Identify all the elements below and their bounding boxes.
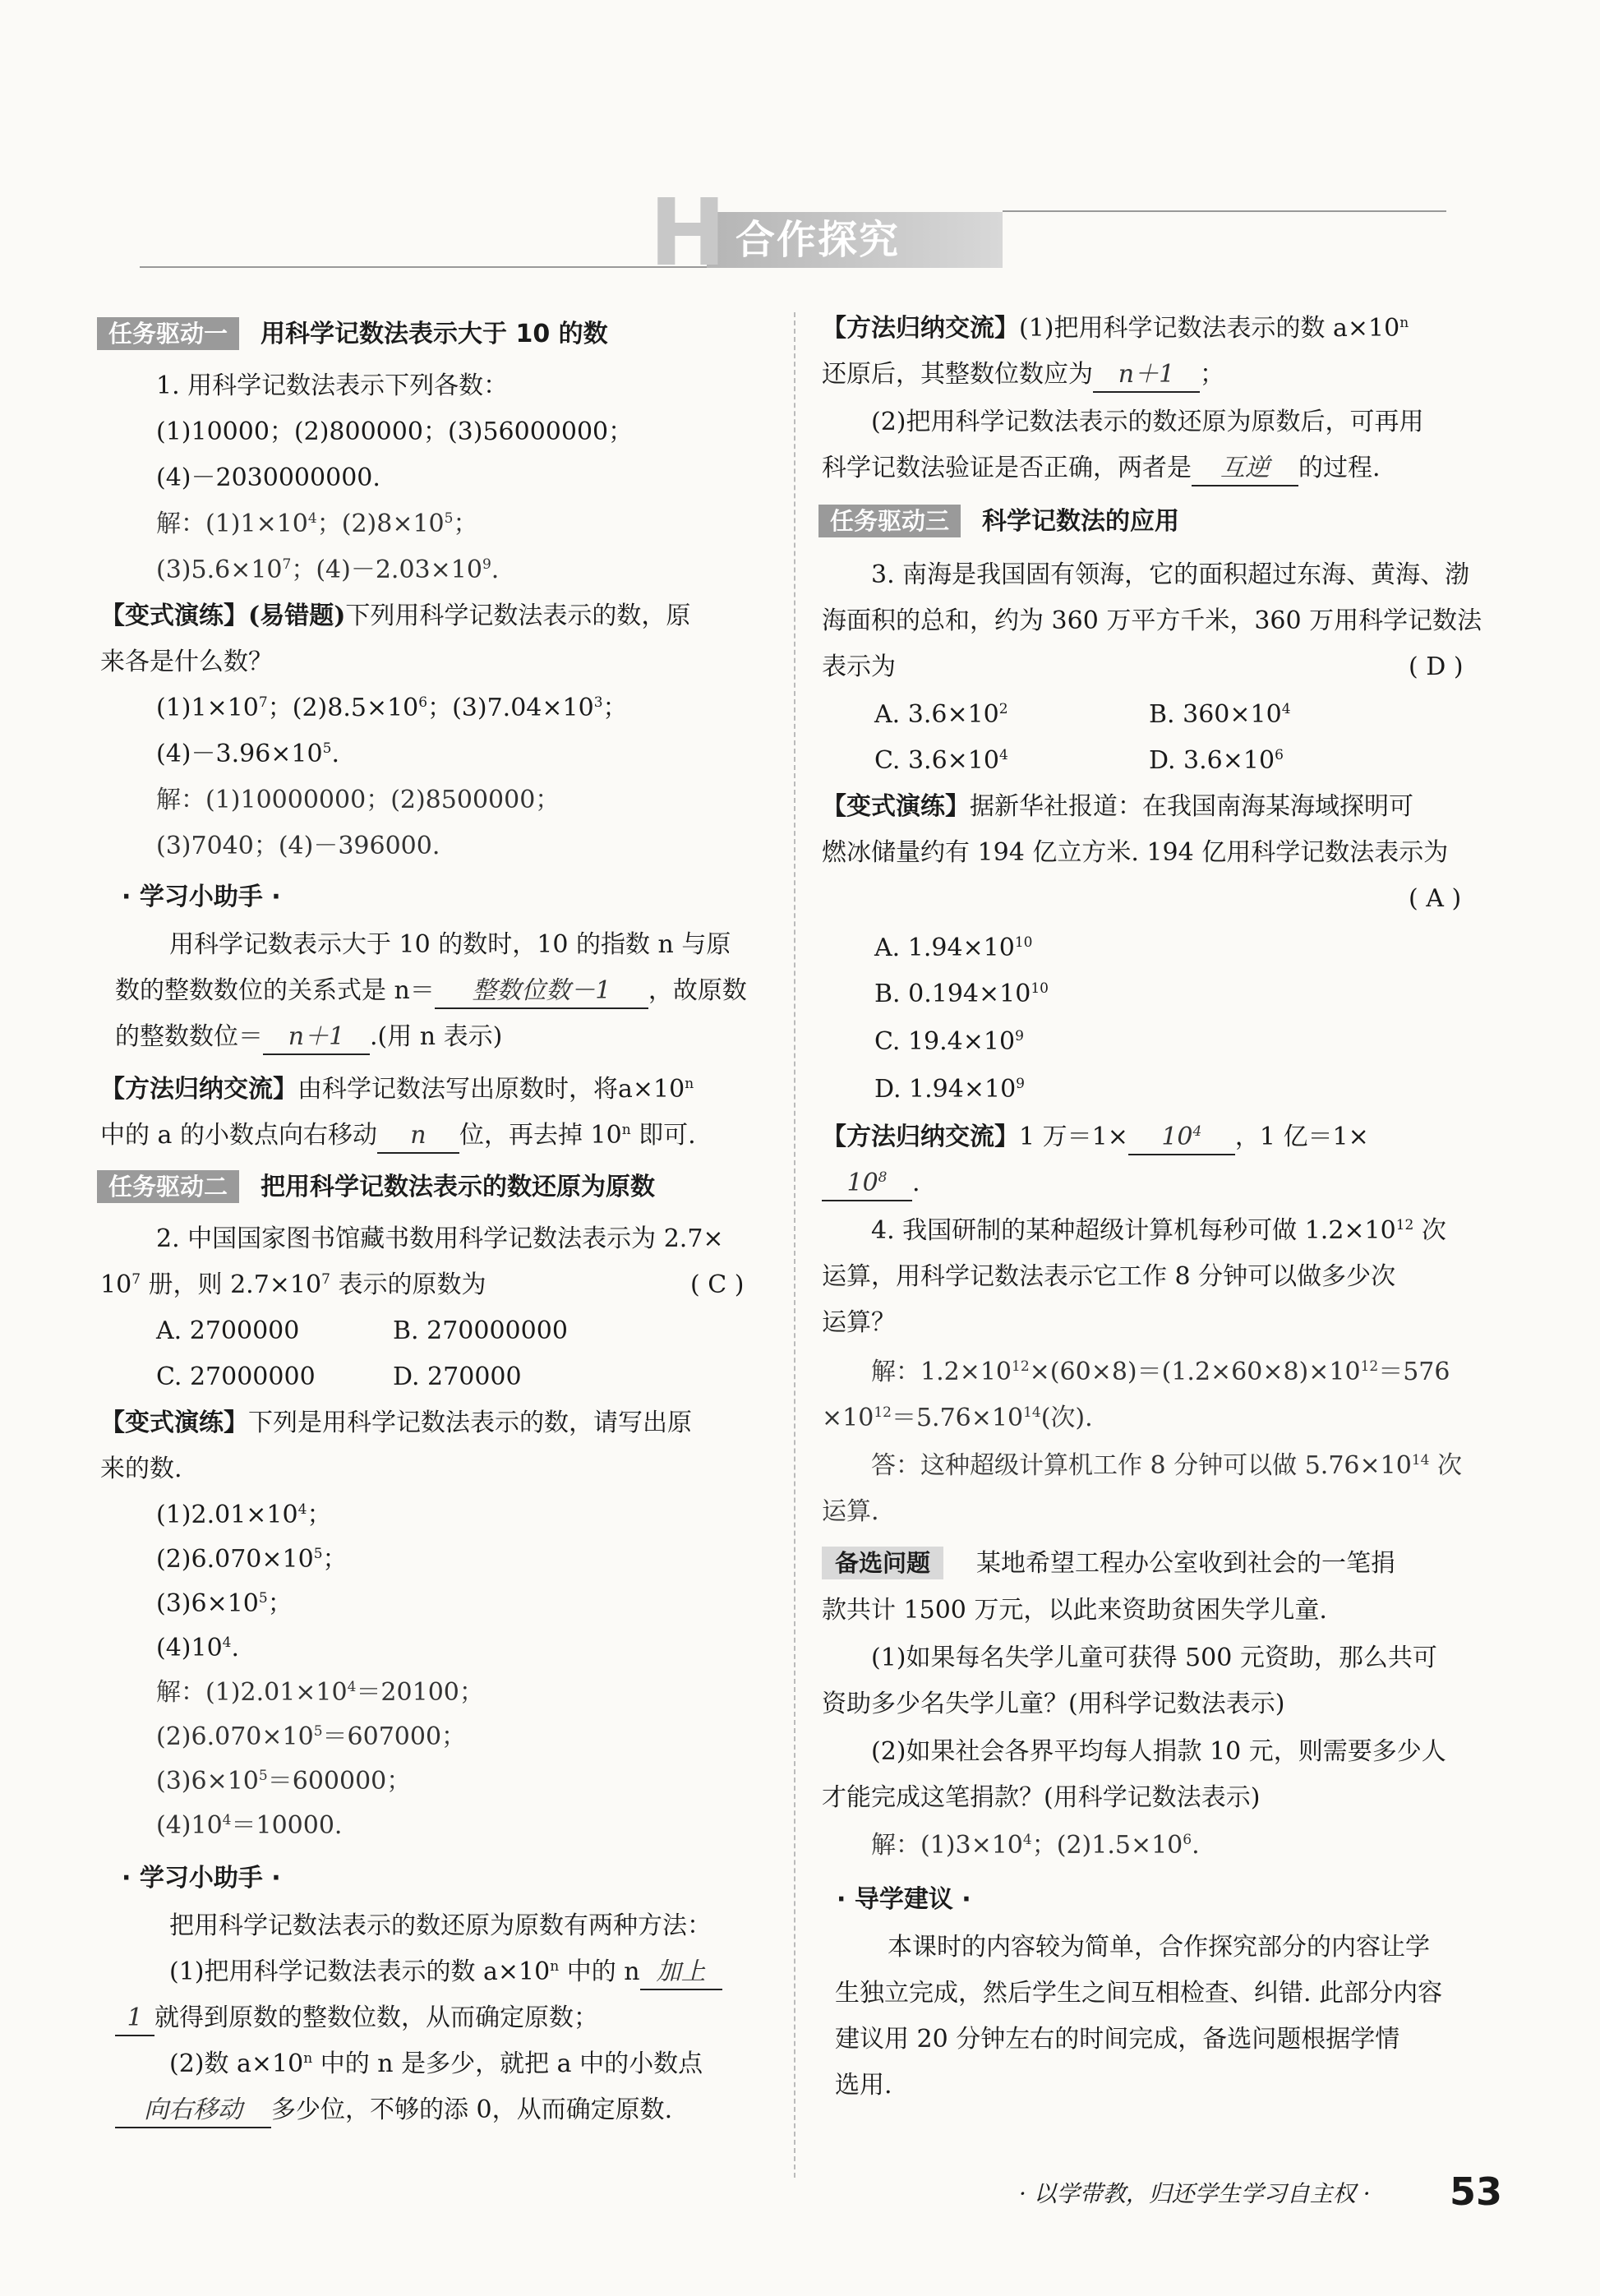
variant2-item-2: $(2)6.070\times 10^5$； xyxy=(156,1545,348,1574)
method3-line-2: $10^8$ . xyxy=(822,1167,920,1201)
variant1-stem: 【变式演练】(易错题)下列用科学记数法表示的数，原 xyxy=(100,602,691,630)
variant1-answer-2: (3)7040；(4)－396000. xyxy=(156,832,440,860)
q2-option-c: C. 27000000 xyxy=(156,1362,316,1391)
q3-stem-2: 海面积的总和，约为 360 万平方千米，360 万用科学记数法 xyxy=(822,606,1482,635)
task2-heading xyxy=(97,1170,655,1204)
helper2-line-5: 向右移动 多少位，不够的添 0，从而确定原数. xyxy=(115,2094,672,2128)
q4-answer-1: 答：这种超级计算机工作 8 分钟可以做 $5.76\times 10^{14}$ 次 xyxy=(871,1451,1462,1480)
variant2-answer-4: $(4)10^4=10000$. xyxy=(156,1811,343,1840)
task3-heading xyxy=(818,505,1179,538)
variant2-stem-1: 【变式演练】下列是用科学记数法表示的数，请写出原 xyxy=(100,1408,692,1437)
guide-line-2: 生独立完成，然后学生之间互相检查、纠错. 此部分内容 xyxy=(835,1979,1443,2008)
helper2-line-1: 把用科学记数法表示的数还原为原数有两种方法： xyxy=(169,1911,712,1940)
variant3-stem-1: 【变式演练】据新华社报道：在我国南海某海域探明可 xyxy=(822,792,1413,821)
task1-label: 任务驱动一 xyxy=(97,317,239,350)
task3-label: 任务驱动三 xyxy=(818,505,961,537)
q4-stem-2: 运算，用科学记数法表示它工作 8 分钟可以做多少次 xyxy=(822,1262,1396,1291)
helper1-line-3: 的整数数位＝ n＋1 .(用 n 表示) xyxy=(115,1021,502,1055)
helper2-line-4: (2)数 $a\times 10^n$ 中的 n 是多少，就把 a 中的小数点 xyxy=(169,2049,703,2078)
footer-slogan: · 以学带教，归还学生学习自主权 · xyxy=(1019,2180,1371,2207)
q2-answer: ( C ) xyxy=(690,1270,745,1299)
q4-stem-3: 运算？ xyxy=(822,1308,896,1337)
q4-solution-2: $\times 10^{12}=5.76\times 10^{14}$(次). xyxy=(822,1404,1093,1432)
method2-line-2: 还原后，其整数位数应为 n＋1 ； xyxy=(822,358,1224,393)
task1-heading xyxy=(97,317,608,351)
q3-option-b: B. $360\times 10^4$ xyxy=(1149,700,1291,729)
extra-line-2: 款共计 1500 万元，以此来资助贫困失学儿童. xyxy=(822,1596,1327,1625)
variant3-option-b: B. $0.194\times 10^{10}$ xyxy=(874,980,1049,1008)
helper1-title: · 学习小助手 · xyxy=(122,883,281,911)
extra-badge: 备选问题 xyxy=(822,1547,943,1579)
variant3-option-c: C. $19.4\times 10^9$ xyxy=(874,1027,1024,1056)
extra-line-1: 备选问题 某地希望工程办公室收到社会的一笔捐 xyxy=(822,1547,1395,1580)
helper1-line-2: 数的整数数位的关系式是 n＝ 整数位数－1 ，故原数 xyxy=(115,975,747,1009)
q2-stem-1: 2. 中国国家图书馆藏书数用科学记数法表示为 2.7× xyxy=(156,1224,724,1253)
q3-answer: ( D ) xyxy=(1409,652,1464,681)
variant2-item-1: $(1)2.01\times 10^4$； xyxy=(156,1501,332,1529)
task2-title: 把用科学记数法表示的数还原为原数 xyxy=(261,1173,656,1201)
method1-line-1: 【方法归纳交流】由科学记数法写出原数时，将$a\times 10^n$ xyxy=(100,1075,694,1104)
method2-line-3: (2)把用科学记数法表示的数还原为原数后，可再用 xyxy=(871,408,1424,436)
q4-solution-1: 解：$1.2\times 10^{12}\times(60\times 8)=(1.2\times 60\times 8)\times 10^{12}=576$ xyxy=(871,1358,1450,1386)
section-title: 合作探究 xyxy=(735,217,901,263)
guide-line-1: 本课时的内容较为简单，合作探究部分的内容让学 xyxy=(888,1933,1430,1962)
variant2-answer-2: $(2)6.070\times 10^5=607000$； xyxy=(156,1722,467,1751)
extra-line-5: (2)如果社会各界平均每人捐款 10 元，则需要多少人 xyxy=(871,1737,1446,1766)
variant1-answer-1: 解：(1)10000000；(2)8500000； xyxy=(156,786,560,814)
q1-stem: 1. 用科学记数法表示下列各数： xyxy=(156,371,509,400)
variant3-option-d: D. $1.94\times 10^9$ xyxy=(874,1075,1025,1104)
q3-stem-3: 表示为 xyxy=(822,652,896,681)
variant2-answer-1: 解：$(1)2.01\times 10^4=20100$； xyxy=(156,1678,484,1707)
helper1-line-1: 用科学记数表示大于 10 的数时，10 的指数 n 与原 xyxy=(169,930,731,959)
variant1-stem-2: 来各是什么数？ xyxy=(100,648,273,676)
method2-line-4: 科学记数法验证是否正确，两者是 互逆 的过程. xyxy=(822,452,1381,486)
q3-option-a: A. $3.6\times 10^2$ xyxy=(874,700,1008,729)
guide-title: · 导学建议 · xyxy=(837,1885,971,1914)
variant2-item-4: $(4)10^4$. xyxy=(156,1634,240,1662)
method2-line-1: 【方法归纳交流】(1)把用科学记数法表示的数 $a\times 10^n$ xyxy=(822,314,1409,343)
method1-line-2: 中的 a 的小数点向右移动 n 位，再去掉 10$^n$ 即可. xyxy=(100,1119,696,1154)
extra-line-6: 才能完成这笔捐款？(用科学记数法表示) xyxy=(822,1783,1261,1812)
q2-option-a: A. 2700000 xyxy=(156,1316,300,1345)
q1-items-2: (4)－2030000000. xyxy=(156,463,380,492)
method3-line-1: 【方法归纳交流】1 万$=1\times 10^4$ ，1 亿＝1× xyxy=(822,1121,1369,1155)
q3-option-d: D. $3.6\times 10^6$ xyxy=(1149,746,1284,775)
header-rule-left xyxy=(140,266,715,268)
q1-items-1: (1)10000；(2)800000；(3)56000000； xyxy=(156,417,634,446)
variant3-option-a: A. $1.94\times 10^{10}$ xyxy=(874,934,1033,962)
q3-stem-1: 3. 南海是我国固有领海，它的面积超过东海、黄海、渤 xyxy=(871,560,1470,589)
section-header-letter: H xyxy=(649,180,726,287)
variant3-answer: ( A ) xyxy=(1409,884,1462,913)
variant3-stem-2: 燃冰储量约有 194 亿立方米. 194 亿用科学记数法表示为 xyxy=(822,838,1449,867)
extra-line-3: (1)如果每名失学儿童可获得 500 元资助，那么共可 xyxy=(871,1644,1437,1672)
extra-line-4: 资助多少名失学儿童？(用科学记数法表示) xyxy=(822,1690,1285,1718)
q4-stem-1: 4. 我国研制的某种超级计算机每秒可做 $1.2\times 10^{12}$ 次 xyxy=(871,1216,1446,1245)
helper2-title: · 学习小助手 · xyxy=(122,1864,281,1893)
q3-option-c: C. $3.6\times 10^4$ xyxy=(874,746,1008,775)
q2-stem-2: $10^7$ 册，则 $2.7\times 10^7$ 表示的原数为 xyxy=(100,1270,486,1299)
q1-answer-1: 解：$(1)1\times 10^4$；$(2)8\times 10^5$； xyxy=(156,509,478,538)
q4-answer-2: 运算. xyxy=(822,1497,879,1526)
task1-title: 用科学记数法表示大于 10 的数 xyxy=(261,320,608,348)
task3-title: 科学记数法的应用 xyxy=(982,507,1180,536)
variant2-answer-3: $(3)6\times 10^5=600000$； xyxy=(156,1767,412,1796)
guide-line-3: 建议用 20 分钟左右的时间完成，备选问题根据学情 xyxy=(835,2025,1400,2054)
q2-option-b: B. 270000000 xyxy=(393,1316,568,1345)
guide-line-4: 选用. xyxy=(835,2071,892,2100)
variant1-items-1: $(1)1\times 10^7$；$(2)8.5\times 10^6$；$(3)7.04\times 10^3$； xyxy=(156,694,628,722)
helper2-line-3: 1 就得到原数的整数位数，从而确定原数； xyxy=(115,2002,598,2036)
variant2-item-3: $(3)6\times 10^5$； xyxy=(156,1589,293,1618)
q1-answer-2: $(3)5.6\times 10^7$；$(4)-2.03\times 10^9$. xyxy=(156,556,500,584)
header-rule-right xyxy=(1003,210,1446,212)
task2-label: 任务驱动二 xyxy=(97,1170,239,1203)
page-number: 53 xyxy=(1450,2169,1503,2214)
variant1-items-2: $(4)-3.96\times 10^5$. xyxy=(156,740,339,768)
helper2-line-2: (1)把用科学记数法表示的数 $a\times 10^n$ 中的 n 加上 xyxy=(169,1956,722,1990)
column-divider xyxy=(794,312,795,2178)
extra-solution: 解：$(1)3\times 10^4$；$(2)1.5\times 10^6$. xyxy=(871,1831,1200,1860)
variant2-stem-2: 来的数. xyxy=(100,1455,182,1483)
q2-option-d: D. 270000 xyxy=(393,1362,522,1391)
